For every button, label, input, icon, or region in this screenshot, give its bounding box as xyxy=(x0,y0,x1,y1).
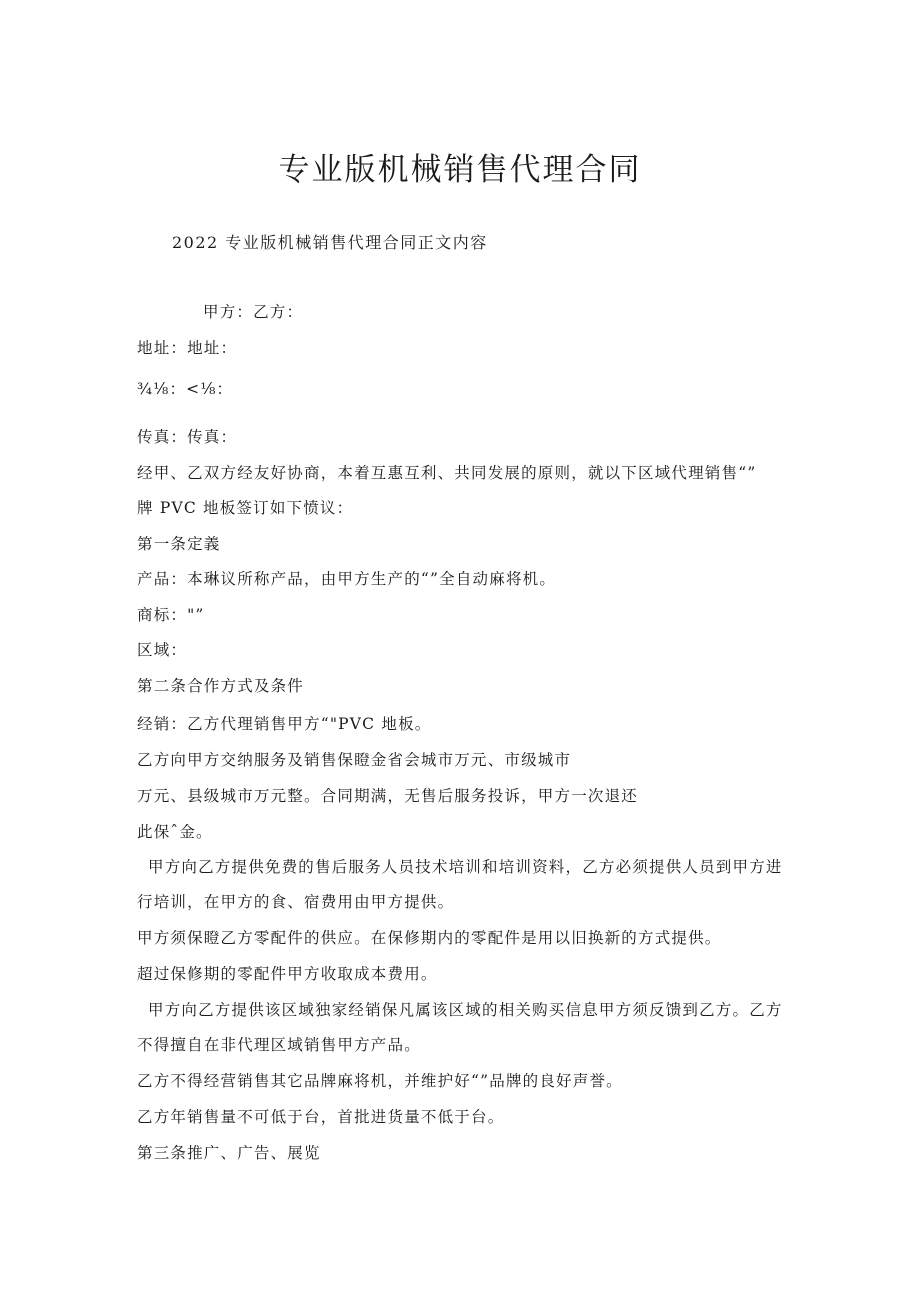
paragraph-line: 超过保修期的零配件甲方收取成本费用。 xyxy=(137,965,438,983)
section-heading: 第二条合作方式及条件 xyxy=(137,677,305,695)
paragraph-line: 此保ˆ金。 xyxy=(137,823,213,841)
paragraph-line: 甲方须保瞪乙方零配件的供应。在保修期内的零配件是用以旧换新的方式提供。 xyxy=(137,929,722,947)
paragraph-line: 牌 PVC 地板签订如下愤议： xyxy=(137,499,354,517)
paragraph-line: 行培训，在甲方的食、宿费用由甲方提供。 xyxy=(137,893,455,911)
paragraph-line: 不得擅自在非代理区域销售甲方产品。 xyxy=(137,1036,421,1054)
document-title: 专业版机械销售代理合同 xyxy=(278,152,642,188)
paragraph-line: 商标："” xyxy=(137,606,205,624)
paragraph-line: 甲方向乙方提供免费的售后服务人员技术培训和培训资料，乙方必须提供人员到甲方进 xyxy=(148,858,783,876)
paragraph-line: 甲方向乙方提供该区域独家经销保凡属该区域的相关购买信息甲方须反馈到乙方。乙方 xyxy=(148,1001,783,1019)
section-heading: 第三条推广、广告、展览 xyxy=(137,1144,321,1162)
paragraph-line: 产品：本琳议所称产品，由甲方生产的“”全自动麻将机。 xyxy=(137,570,557,588)
paragraph-line: 经销：乙方代理销售甲方“"PVC 地板。 xyxy=(137,715,432,733)
section-heading: 第一条定義 xyxy=(137,535,221,553)
paragraph-line: 乙方不得经营销售其它品牌麻将机，并维护好“”品牌的良好声誉。 xyxy=(137,1072,623,1090)
paragraph-line: 乙方向甲方交纳服务及销售保瞪金省会城市万元、市级城市 xyxy=(137,751,572,769)
party-line: 甲方：乙方： xyxy=(203,303,304,321)
paragraph-line: 区域： xyxy=(137,641,188,659)
phone-line: ¾⅛：<⅛： xyxy=(137,380,234,398)
paragraph-line: 万元、县级城市万元整。合同期满，无售后服务投诉，甲方一次退还 xyxy=(137,787,639,805)
fax-line: 传真：传真： xyxy=(137,428,238,446)
paragraph-line: 乙方年销售量不可低于台，首批进货量不低于台。 xyxy=(137,1108,505,1126)
document-subtitle: 2022 专业版机械销售代理合同正文内容 xyxy=(172,233,488,252)
paragraph-line: 经甲、乙双方经友好协商，本着互惠互利、共同发展的原则，就以下区域代理销售“” xyxy=(137,464,757,482)
address-line: 地址：地址： xyxy=(137,339,238,357)
